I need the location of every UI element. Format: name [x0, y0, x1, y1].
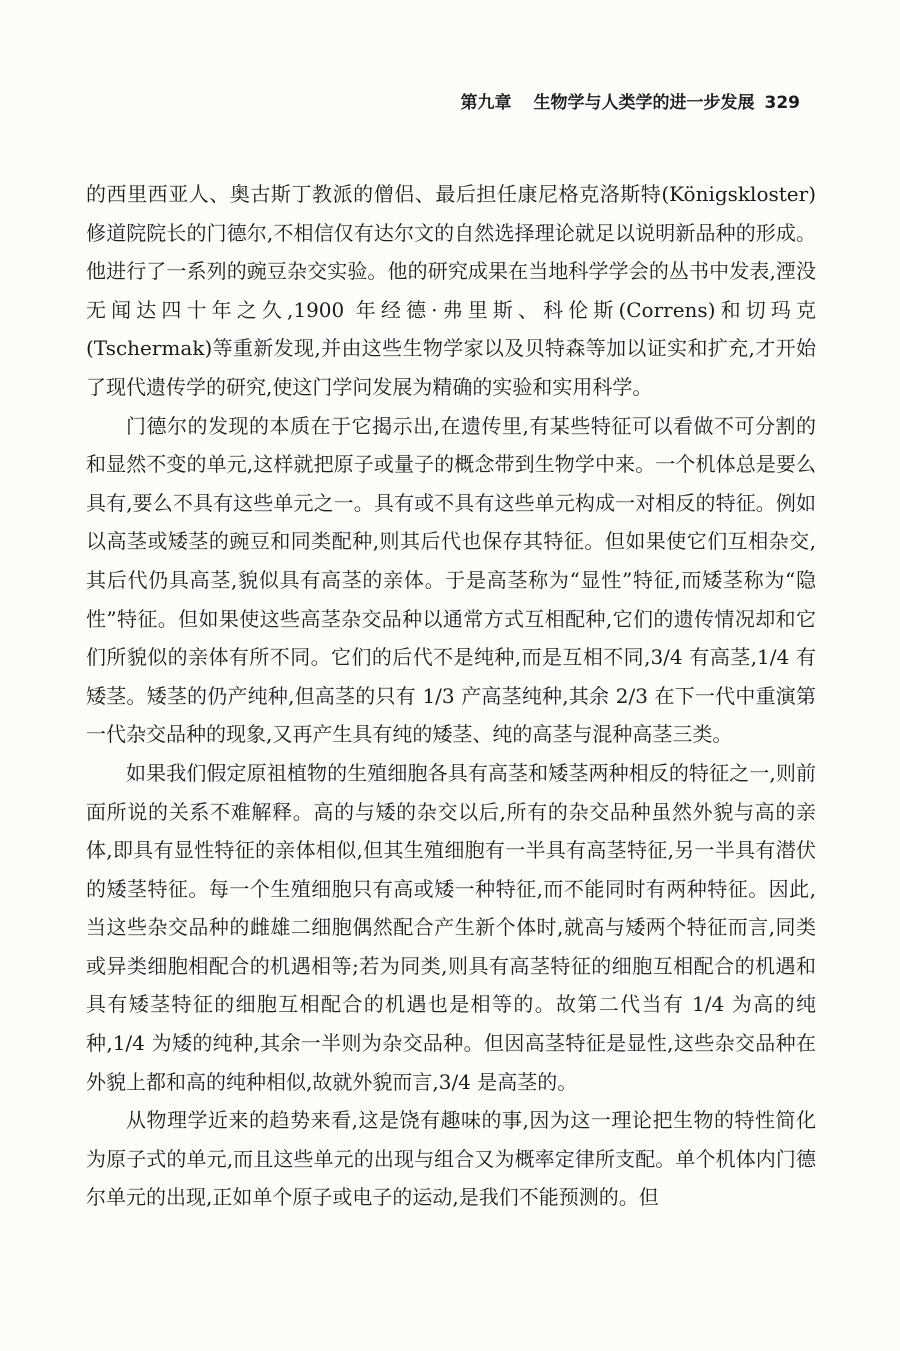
paragraph-2: 门德尔的发现的本质在于它揭示出,在遗传里,有某些特征可以看做不可分割的和显然不变的单元,这样就把原子或量子的概念带到生物学中来。一个机体总是要么具有,要么不具有这些单元之一。具有或不具有这些单元构成一对相反的特征。例如以高茎或矮茎的豌豆和同类配种,则其后代也保存其特征。但如果使它们互相杂交,其后代仍具高茎,貌似具有高茎的亲体。于是高茎称为“显性”特征,而矮茎称为“隐性”特征。但如果使这些高茎杂交品种以通常方式互相配种,它们的遗传情况却和它们所貌似的亲体有所不同。它们的后代不是纯种,而是互相不同,3/4 有高茎,1/4 有矮茎。矮茎的仍产纯种,但高茎的只有 1/3 产高茎纯种,其余 2/3 在下一代中重演第一代杂交品种的现象,又再产生具有纯的矮茎、纯的高茎与混种高茎三类。 — [86, 413, 816, 747]
paragraph-3: 如果我们假定原祖植物的生殖细胞各具有高茎和矮茎两种相反的特征之一,则前面所说的关系不难解释。高的与矮的杂交以后,所有的杂交品种虽然外貌与高的亲体,即具有显性特征的亲体相似,但其生殖细胞有一半具有高茎特征,另一半具有潜伏的矮茎特征。每一个生殖细胞只有高或矮一种特征,而不能同时有两种特征。因此,当这些杂交品种的雌雄二细胞偶然配合产生新个体时,就高与矮两个特征而言,同类或异类细胞相配合的机遇相等;若为同类,则具有高茎特征的细胞互相配合的机遇和具有矮茎特征的细胞互相配合的机遇也是相等的。故第二代当有 1/4 为高的纯种,1/4 为矮的纯种,其余一半则为杂交品种。但因高茎特征是显性,这些杂交品种在外貌上都和高的纯种相似,故就外貌而言,3/4 是高茎的。 — [86, 760, 816, 1094]
running-head — [80, 88, 800, 113]
page-number: 329 — [764, 93, 800, 113]
paragraph-1: 的西里西亚人、奥古斯丁教派的僧侣、最后担任康尼格克洛斯特(Königskloster)修道院院长的门德尔,不相信仅有达尔文的自然选择理论就足以说明新品种的形成。他进行了一系列的豌豆杂交实验。他的研究成果在当地科学学会的丛书中发表,湮没无闻达四十年之久,1900 年经德·弗里斯、科伦斯(Correns)和切玛克(Tschermak)等重新发现,并由这些生物学家以及贝特森等加以证实和扩充,才开始了现代遗传学的研究,使这门学问发展为精确的实验和实用科学。 — [86, 182, 816, 399]
paragraph-4: 从物理学近来的趋势来看,这是饶有趣味的事,因为这一理论把生物的特性简化为原子式的单元,而且这些单元的出现与组合又为概率定律所支配。单个机体内门德尔单元的出现,正如单个原子或电子的运动,是我们不能预测的。但 — [86, 1108, 816, 1210]
body-text — [86, 175, 816, 1217]
chapter-title: 生物学与人类学的进一步发展 — [533, 93, 755, 113]
chapter-label: 第九章 — [460, 93, 512, 113]
